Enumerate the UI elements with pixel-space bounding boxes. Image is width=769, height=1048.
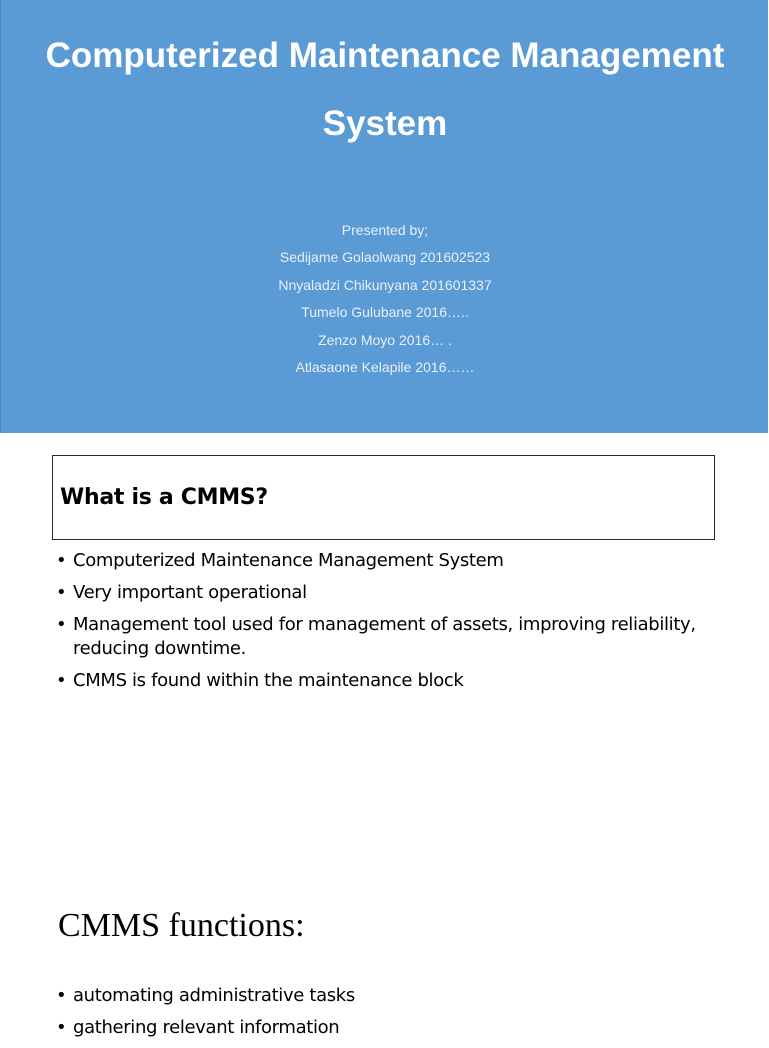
list-item [56,669,696,693]
presenter-name: Nnyaladzi Chikunyana 201601337 [278,276,492,293]
bullet-icon: • [56,582,67,603]
presenters-block [1,218,769,382]
functions-list [56,984,696,1048]
slide-title-line-1: Computerized Maintenance Management [45,36,725,75]
list-item [56,984,696,1008]
bullet-icon: • [56,614,67,635]
list-item [56,613,696,661]
list-item [56,581,696,605]
list-item [56,549,696,573]
presenters-heading: Presented by; [341,222,429,238]
list-item-text: automating administrative tasks [73,985,355,1006]
list-item-text: CMMS is found within the maintenance block [73,670,464,691]
presenter-name: Zenzo Moyo 2016… . [318,331,452,348]
bullet-icon: • [56,550,67,571]
list-item-text: Very important operational [73,582,307,603]
slide-title [1,22,769,158]
list-item-text: Computerized Maintenance Management System [73,550,504,571]
slide-title-line-2: System [322,104,448,143]
list-item-text: Management tool used for management of assets, improving reliability, reducing downtime. [73,614,696,659]
content-slide [0,433,768,1038]
slide-heading: What is a CMMS? [60,485,268,510]
bullet-list [56,549,696,701]
bullet-icon: • [56,1017,67,1038]
presenter-name: Atlasaone Kelapile 2016…… [295,358,475,375]
presenter-name: Tumelo Gulubane 2016….. [301,304,469,321]
bullet-icon: • [56,670,67,691]
functions-heading: CMMS functions: [58,907,305,944]
title-slide [0,0,768,433]
list-item [56,1016,696,1040]
list-item-text: gathering relevant information [73,1017,340,1038]
slide-title-box [52,455,715,540]
bullet-icon: • [56,985,67,1006]
presenter-name: Sedijame Golaolwang 201602523 [279,249,491,266]
